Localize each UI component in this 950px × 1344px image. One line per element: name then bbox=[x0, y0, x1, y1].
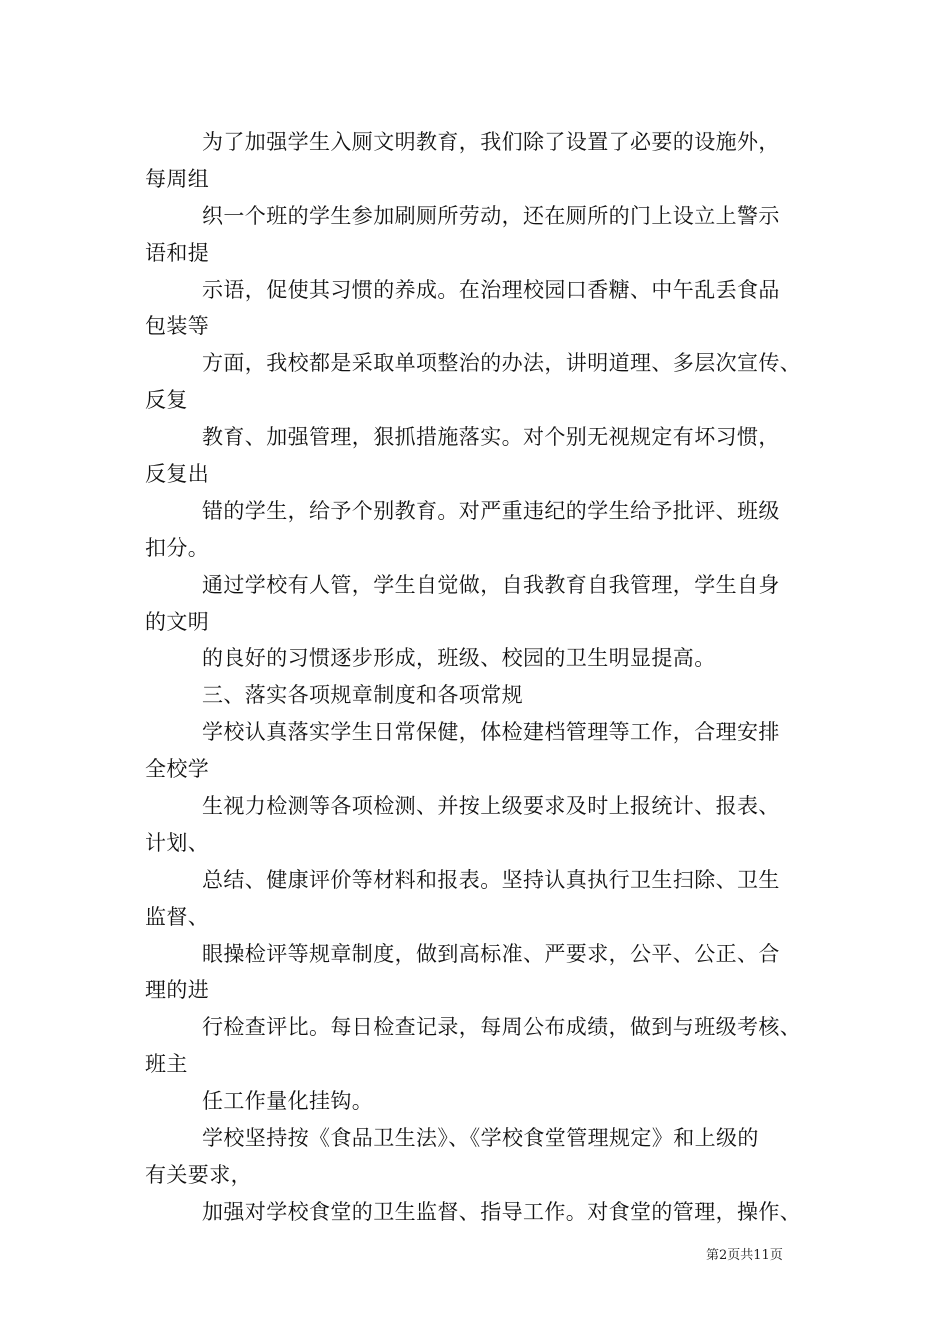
text-line: 生视力检测等各项检测、并按上级要求及时上报统计、报表、 bbox=[202, 794, 780, 819]
document-body bbox=[145, 124, 835, 1231]
text-line: 理的进 bbox=[145, 978, 210, 1003]
text-line: 计划、 bbox=[145, 830, 210, 855]
text-line: 错的学生，给予个别教育。对严重违纪的学生给予批评、班级 bbox=[202, 498, 780, 523]
text-line: 教育、加强管理，狠抓措施落实。对个别无视规定有坏习惯， bbox=[202, 425, 780, 450]
text-line: 包装等 bbox=[145, 314, 210, 339]
text-line: 眼操检评等规章制度，做到高标准、严要求，公平、公正、合 bbox=[202, 941, 780, 966]
text-line: 方面，我校都是采取单项整治的办法，讲明道理、多层次宣传、 bbox=[202, 351, 802, 376]
text-line: 通过学校有人管，学生自觉做，自我教育自我管理，学生自身 bbox=[202, 572, 780, 597]
text-line: 监督、 bbox=[145, 904, 210, 929]
text-line: 全校学 bbox=[145, 757, 210, 782]
text-line: 反复 bbox=[145, 388, 188, 413]
text-line: 的文明 bbox=[145, 609, 210, 634]
text-line: 每周组 bbox=[145, 166, 210, 191]
text-line: 行检查评比。每日检查记录，每周公布成绩，做到与班级考核、 bbox=[202, 1015, 802, 1040]
text-line: 的良好的习惯逐步形成，班级、校园的卫生明显提高。 bbox=[202, 646, 716, 671]
text-line: 班主 bbox=[145, 1052, 188, 1077]
text-line: 三、落实各项规章制度和各项常规 bbox=[202, 683, 523, 708]
text-line: 为了加强学生入厕文明教育，我们除了设置了必要的设施外， bbox=[202, 130, 780, 154]
text-line: 扣分。 bbox=[145, 535, 210, 560]
text-line: 学校坚持按《食品卫生法》、《学校食堂管理规定》和上级的 bbox=[202, 1126, 759, 1151]
text-line: 反复出 bbox=[145, 462, 210, 487]
text-line: 有关要求， bbox=[145, 1162, 252, 1187]
text-line: 加强对学校食堂的卫生监督、指导工作。对食堂的管理，操作、 bbox=[202, 1199, 802, 1224]
text-line: 示语，促使其习惯的养成。在治理校园口香糖、中午乱丢食品 bbox=[202, 277, 780, 302]
text-line: 学校认真落实学生日常保健，体检建档管理等工作，合理安排 bbox=[202, 720, 780, 745]
text-line: 总结、健康评价等材料和报表。坚持认真执行卫生扫除、卫生 bbox=[202, 867, 780, 892]
text-line: 语和提 bbox=[145, 240, 210, 265]
text-line: 织一个班的学生参加刷厕所劳动，还在厕所的门上设立上警示 bbox=[202, 203, 780, 228]
text-line: 任工作量化挂钩。 bbox=[202, 1089, 374, 1114]
page-number: 第2页共11页 bbox=[706, 1248, 783, 1263]
